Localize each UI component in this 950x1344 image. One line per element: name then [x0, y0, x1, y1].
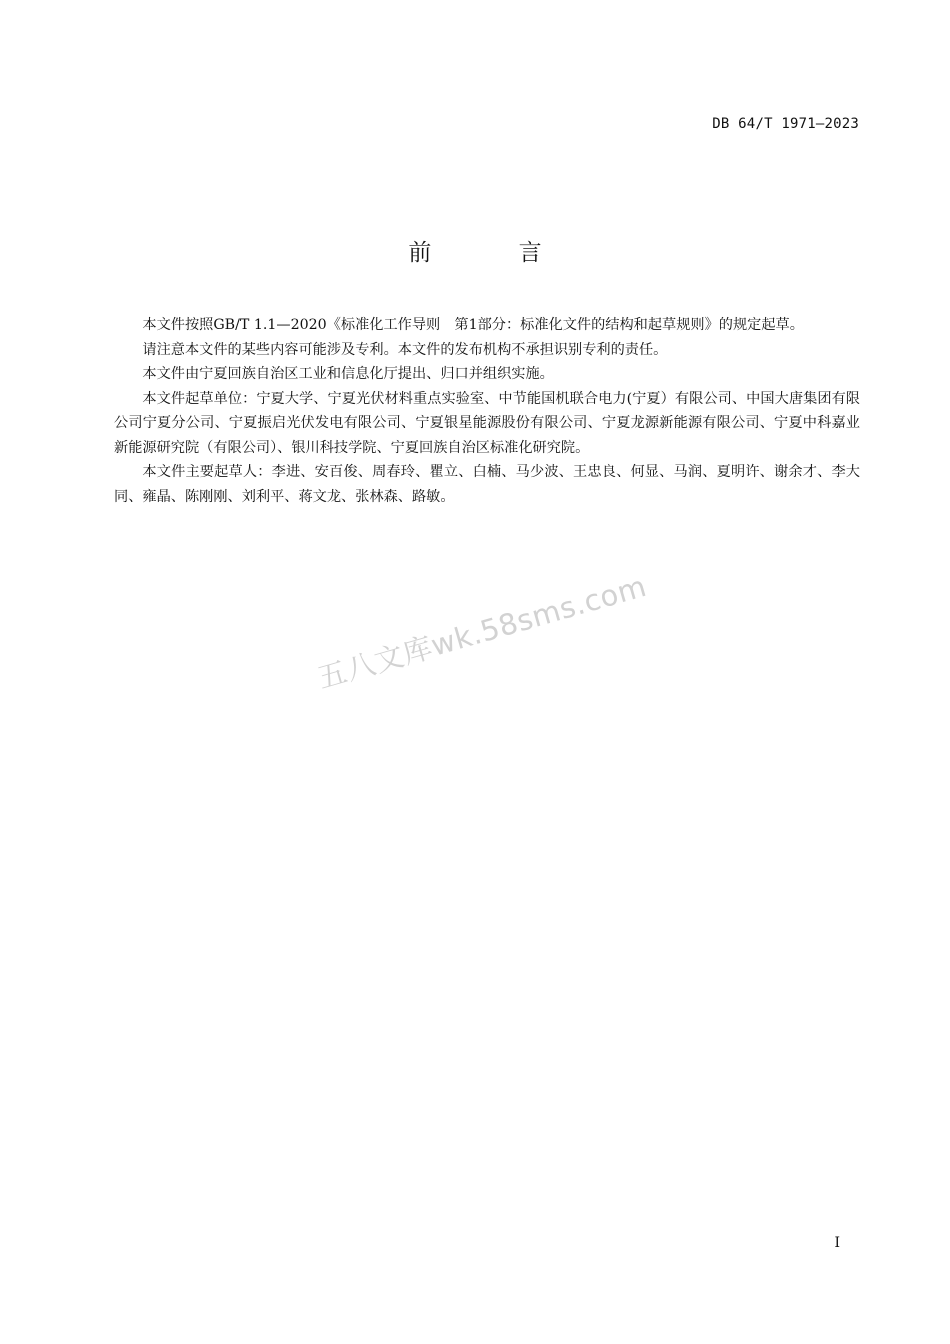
watermark: 五八文库wk.58sms.com [313, 568, 651, 696]
paragraph-drafting-units: 本文件起草单位：宁夏大学、宁夏光伏材料重点实验室、中节能国机联合电力(宁夏）有限公司、中国大唐集团有限公司宁夏分公司、宁夏振启光伏发电有限公司、宁夏银星能源股份有限公司、宁夏龙源新能源有限公司、宁夏中科嘉业新能源研究院（有限公司）、银川科技学院、宁夏回族自治区标准化研究院。 [114, 390, 860, 456]
page-title: 前 言 [408, 240, 582, 266]
page-number: I [834, 1235, 840, 1251]
paragraph-patent-notice: 请注意本文件的某些内容可能涉及专利。本文件的发布机构不承担识别专利的责任。 [142, 341, 668, 358]
foreword-body [114, 313, 860, 509]
standard-code: DB 64/T 1971—2023 [712, 116, 859, 132]
paragraph-proposer: 本文件由宁夏回族自治区工业和信息化厅提出、归口并组织实施。 [142, 366, 554, 382]
paragraph-drafters: 本文件主要起草人：李进、安百俊、周春玲、瞿立、白楠、马少波、王忠良、何显、马润、夏明许、谢余才、李大同、雍晶、陈刚刚、刘利平、蒋文龙、张林森、路敏。 [114, 464, 860, 505]
paragraph-drafting-rules: 本文件按照GB/T 1.1—2020《标准化工作导则 第1部分：标准化文件的结构和起草规则》的规定起草。 [142, 317, 804, 333]
